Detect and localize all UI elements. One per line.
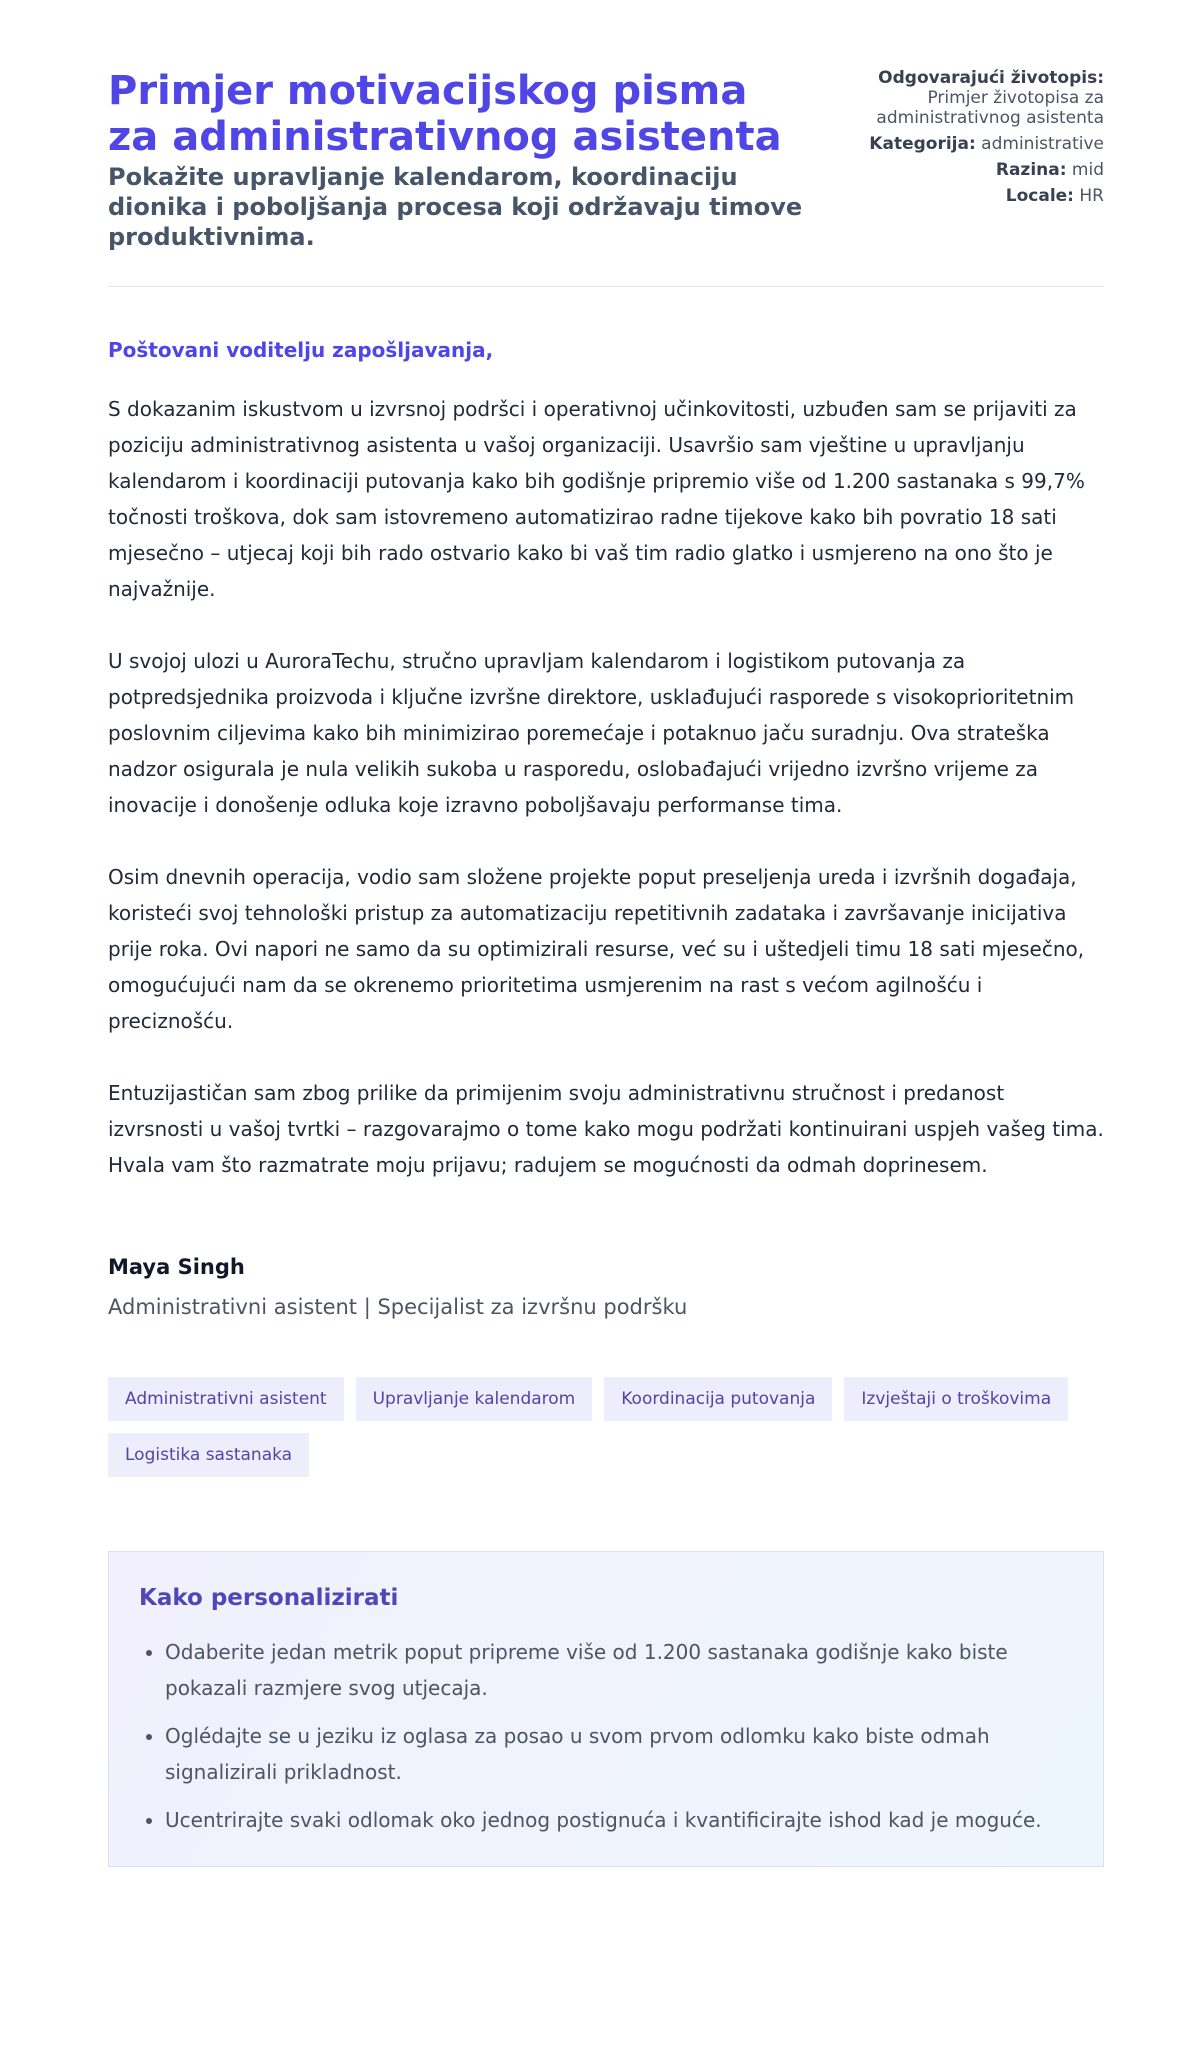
tag-chip[interactable]: Upravljanje kalendarom — [356, 1377, 593, 1421]
letter-greeting: Poštovani voditelju zapošljavanja, — [108, 338, 494, 362]
meta-locale-label: Locale: — [1005, 186, 1074, 206]
cover-letter-page — [108, 0, 1104, 1867]
page-subtitle: Pokažite upravljanje kalendarom, koordinaciju dionika i poboljšanja procesa koji održavaju timove produktivnima. — [108, 163, 803, 251]
meta-locale-value: HR — [1079, 186, 1104, 206]
signature-role: Administrativni asistent | Specijalist za izvršnu podršku — [108, 1295, 688, 1319]
letter-paragraph: S dokazanim iskustvom u izvrsnoj podršci i operativnoj učinkovitosti, uzbuđen sam se prijaviti za poziciju administrativnog asistenta u vašoj organizaciji. Usavršio sam vještine u upravljanju kalendarom i koordinaciji putovanja kako bih godišnje pripremio više od 1.200 sastanaka s 99,7% točnosti troškova, dok sam istovremeno automatizirao radne tijekove kako bih povratio 18 sati mjesečno – utjecaj koji bih rado ostvario kako bi vaš tim radio glatko i usmjereno na ono što je najvažnije. — [108, 397, 1085, 601]
letter-paragraph: U svojoj ulozi u AuroraTechu, stručno upravljam kalendarom i logistikom putovanja za potpredsjednika proizvoda i ključne izvršne direktore, usklađujući rasporede s visokoprioritetnim poslovnim ciljevima kako bih minimizirao poremećaje i potaknuo jaču suradnju. Ova strateška nadzor osigurala je nula velikih sukoba u rasporedu, oslobađajući vrijedno izvršno vrijeme za inovacije i donošenje odluka koje izravno poboljšavaju performanse tima. — [108, 649, 1075, 817]
tag-chip[interactable]: Izvještaji o troškovima — [844, 1377, 1068, 1421]
signature-name: Maya Singh — [108, 1255, 245, 1279]
meta-resume-label: Odgovarajući životopis: — [878, 68, 1104, 88]
letter-paragraph: Entuzijastičan sam zbog prilike da primijenim svoju administrativnu stručnost i predanost izvrsnosti u vašoj tvrtki – razgovarajmo o tome kako mogu podržati kontinuirani uspjeh vašeg tima. Hvala vam što razmatrate moju prijavu; radujem se mogućnosti da odmah doprinesem. — [108, 1081, 1104, 1177]
meta-category-value: administrative — [981, 134, 1104, 154]
meta-level-label: Razina: — [995, 160, 1067, 180]
tag-chip[interactable]: Logistika sastanaka — [108, 1433, 309, 1477]
meta-resume — [804, 68, 1104, 128]
tips-list — [139, 1634, 1073, 1838]
tips-list-item: • Odaberite jedan metrik poput pripreme više od 1.200 sastanaka godišnje kako biste pokazali razmjere svog utjecaja. — [165, 1634, 1073, 1706]
meta-panel — [804, 68, 1104, 212]
meta-category-label: Kategorija: — [869, 134, 976, 154]
tips-title: Kako personalizirati — [139, 1585, 399, 1611]
tips-list-item: • Oglédajte se u jeziku iz oglasa za posao u svom prvom odlomku kako biste odmah signalizirali prikladnost. — [165, 1718, 1073, 1790]
tag-chip[interactable]: Administrativni asistent — [108, 1377, 344, 1421]
meta-resume-link[interactable]: Primjer životopisa za administrativnog asistenta — [876, 88, 1104, 128]
meta-locale — [804, 186, 1104, 206]
page-title: Primjer motivacijskog pisma za administrativnog asistenta — [108, 68, 782, 160]
personalize-tips-box — [108, 1551, 1104, 1867]
meta-level-value: mid — [1071, 160, 1104, 180]
letter-paragraph: Osim dnevnih operacija, vodio sam složene projekte poput preseljenja ureda i izvršnih događaja, koristeći svoj tehnološki pristup za automatizaciju repetitivnih zadataka i završavanje inicijativa prije roka. Ovi napori ne samo da su optimizirali resurse, već su i uštedjeli timu 18 sati mjesečno, omogućujući nam da se okrenemo prioritetima usmjerenim na rast s većom agilnošću i preciznošću. — [108, 865, 1085, 1033]
tag-list — [108, 1377, 1104, 1477]
tag-chip[interactable]: Koordinacija putovanja — [604, 1377, 832, 1421]
page-header — [108, 68, 1104, 287]
letter-body — [108, 337, 1104, 1319]
meta-category — [804, 134, 1104, 154]
meta-level — [804, 160, 1104, 180]
tips-list-item: • Ucentrirajte svaki odlomak oko jednog postignuća i kvantificirajte ishod kad je moguće. — [165, 1802, 1073, 1838]
